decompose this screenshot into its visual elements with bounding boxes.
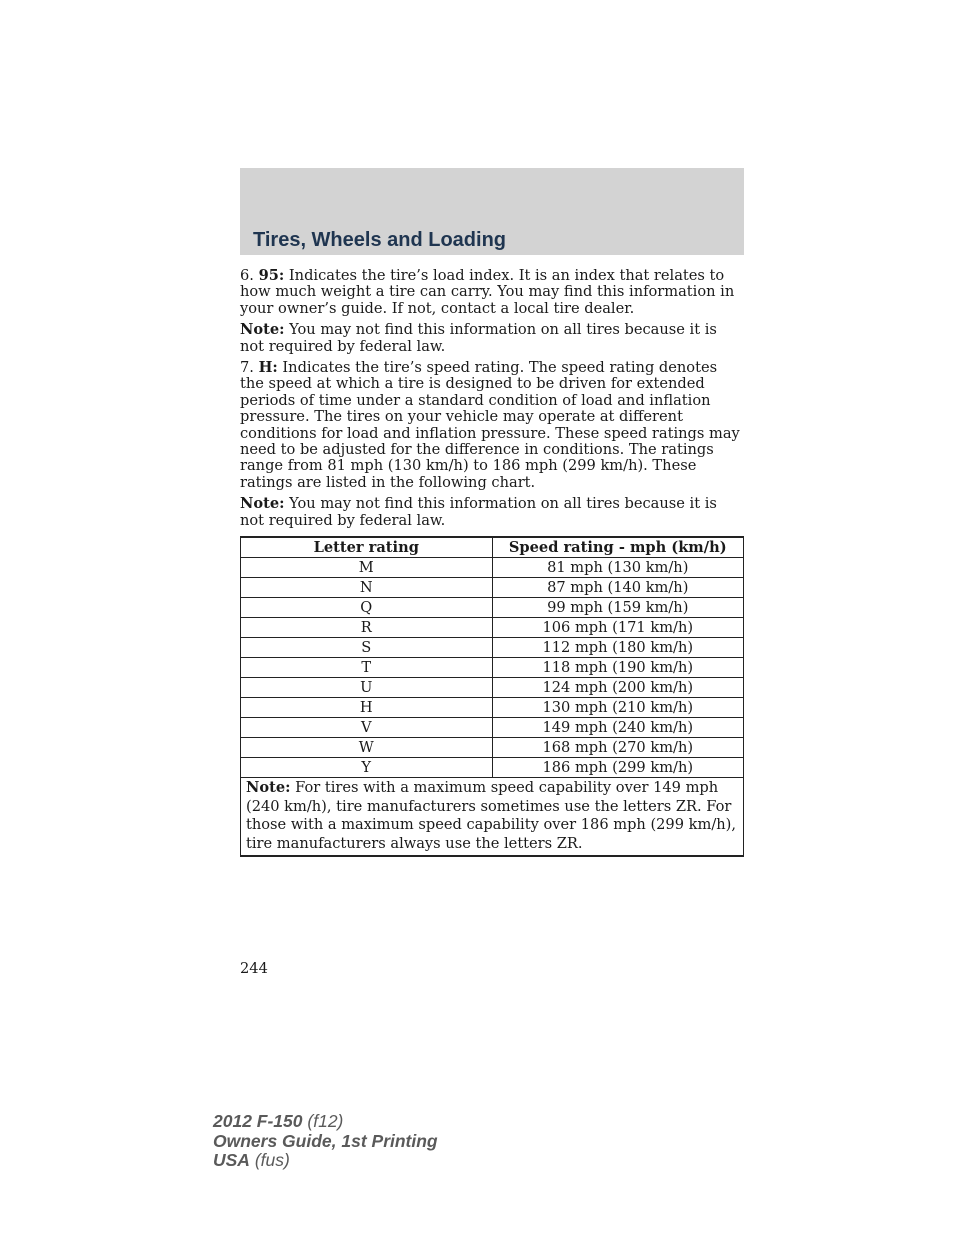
letter-cell: T [241,658,493,678]
table-note-cell [241,778,744,857]
note-1-paragraph [240,322,744,355]
speed-cell: 124 mph (200 km/h) [492,678,744,698]
item-7-term: H: [258,359,278,377]
letter-cell: Q [241,598,493,618]
letter-cell: V [241,718,493,738]
footer-line-3 [213,1151,438,1171]
column-header-speed-rating: Speed rating - mph (km/h) [492,537,744,558]
table-row [241,618,744,638]
table-row [241,738,744,758]
footer-market-code: (fus) [254,1150,290,1170]
letter-cell: W [241,738,493,758]
table-note-row [241,778,744,857]
table-note-text: For tires with a maximum speed capability over 149 mph (240 km/h), tire manufacturers sometimes use the letters ZR. For those with a maximum speed capability over 186 mph (299 km/h), tire manufacturers always use the letters ZR. [246,779,736,852]
speed-cell: 99 mph (159 km/h) [492,598,744,618]
speed-cell: 186 mph (299 km/h) [492,758,744,778]
letter-cell: H [241,698,493,718]
footer-edition: Owners Guide, 1st Printing [213,1130,438,1151]
item-6-text: Indicates the tire’s load index. It is an index that relates to how much weight a tire can carry. You may find this information in your owner’s guide. If not, contact a local tire dealer. [240,267,735,317]
item-6-term: 95: [258,267,285,284]
letter-cell: U [241,678,493,698]
item-7-paragraph [240,360,744,491]
table-row [241,698,744,718]
letter-cell: S [241,638,493,658]
speed-cell: 81 mph (130 km/h) [492,558,744,578]
column-header-letter-rating: Letter rating [241,537,493,558]
table-row [241,578,744,598]
item-7-number: 7. [240,359,254,377]
footer-print-info [213,1112,438,1171]
table-row [241,718,744,738]
section-header-band [240,168,744,255]
section-title: Tires, Wheels and Loading [253,229,507,251]
letter-cell: N [241,578,493,598]
speed-cell: 112 mph (180 km/h) [492,638,744,658]
table-row [241,638,744,658]
item-6-paragraph [240,268,744,317]
page-content [240,268,744,857]
table-header-row [241,537,744,558]
note-1-label: Note: [240,321,285,339]
table-row [241,658,744,678]
letter-cell: Y [241,758,493,778]
note-2-paragraph [240,496,744,529]
footer-model: 2012 F-150 [213,1111,303,1131]
table-row [241,678,744,698]
note-1-text: You may not find this information on all tires because it is not required by federal law. [240,321,717,355]
footer-market: USA [213,1150,250,1170]
speed-cell: 106 mph (171 km/h) [492,618,744,638]
speed-cell: 149 mph (240 km/h) [492,718,744,738]
page-number: 244 [240,960,268,977]
table-note-label: Note: [246,779,291,797]
speed-cell: 168 mph (270 km/h) [492,738,744,758]
footer-line-1 [213,1112,438,1132]
table-row [241,558,744,578]
speed-rating-table [240,536,744,857]
item-7-text: Indicates the tire’s speed rating. The speed rating denotes the speed at which a tire is designed to be driven for extended periods of time under a standard condition of load and inflation pressure. The tires on your vehicle may operate at different conditions for load and inflation pressure. These speed ratings may need to be adjusted for the difference in conditions. The ratings range from 81 mph (130 km/h) to 186 mph (299 km/h). These ratings are listed in the following chart. [240,359,740,491]
note-2-label: Note: [240,495,285,513]
speed-cell: 118 mph (190 km/h) [492,658,744,678]
letter-cell: R [241,618,493,638]
letter-cell: M [241,558,493,578]
table-row [241,758,744,778]
speed-cell: 130 mph (210 km/h) [492,698,744,718]
speed-cell: 87 mph (140 km/h) [492,578,744,598]
note-2-text: You may not find this information on all tires because it is not required by federal law. [240,495,717,529]
item-6-number: 6. [240,267,254,284]
table-row [241,598,744,618]
footer-line-2 [213,1132,438,1152]
footer-model-code: (f12) [307,1111,344,1131]
